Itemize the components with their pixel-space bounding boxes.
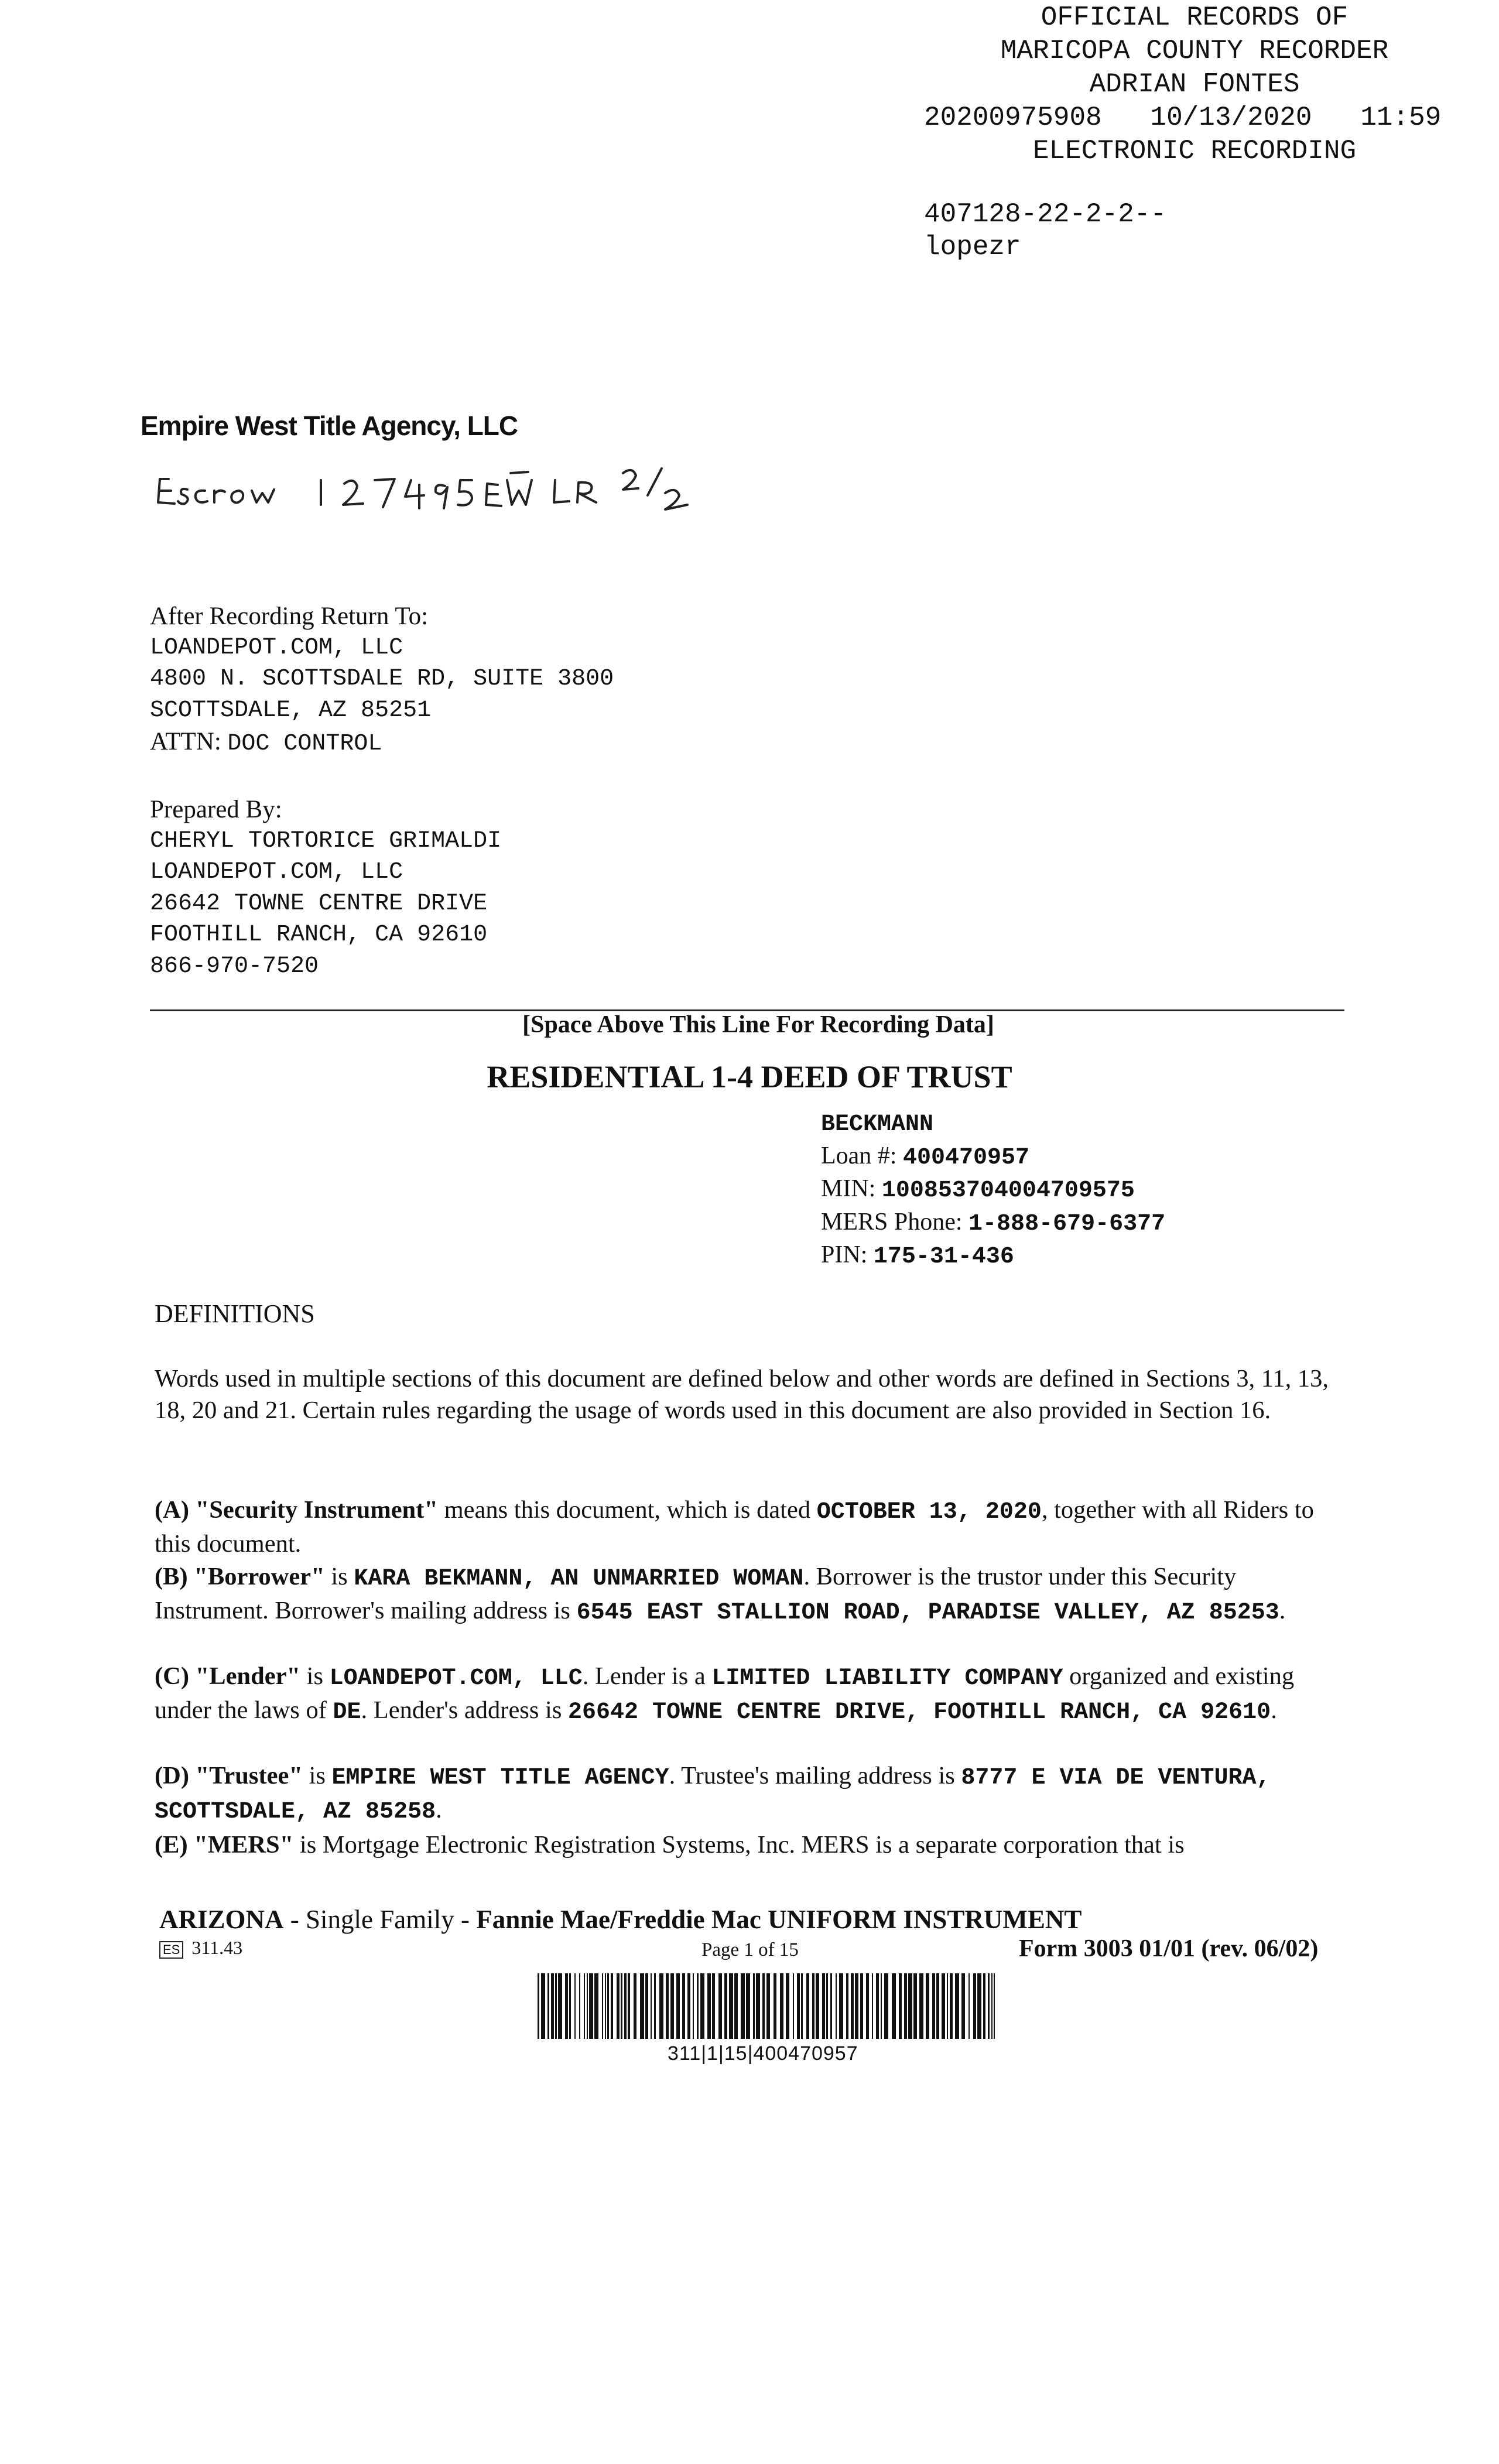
recorder-line-5: ELECTRONIC RECORDING: [1032, 136, 1357, 166]
barcode-bar: [645, 1973, 648, 2039]
recorder-line-3: ADRIAN FONTES: [1089, 69, 1300, 100]
definition-a-label: (A) "Security Instrument": [155, 1496, 438, 1524]
barcode-bar: [579, 1973, 580, 2039]
barcode-bar: [587, 1973, 588, 2039]
barcode-bar: [741, 1973, 745, 2039]
barcode-bar: [670, 1973, 674, 2039]
barcode-bar: [846, 1973, 848, 2039]
prepared-by-block: [150, 794, 501, 982]
barcode-bar: [574, 1973, 576, 2039]
barcode-bar: [904, 1973, 907, 2039]
return-to-name: LOANDEPOT.COM, LLC: [150, 634, 403, 661]
footer-code-number: 311.43: [191, 1937, 243, 1958]
lender-entity-type: LIMITED LIABILITY COMPANY: [711, 1665, 1063, 1692]
barcode-bar: [860, 1973, 863, 2039]
footer-family: - Single Family -: [283, 1905, 477, 1934]
recorder-code: 407128-22-2-2--: [924, 199, 1167, 230]
lender-name: LOANDEPOT.COM, LLC: [329, 1665, 583, 1692]
definition-b-label: (B) "Borrower": [155, 1563, 325, 1590]
definition-d-text-3: .: [436, 1795, 442, 1823]
barcode-bar: [836, 1973, 837, 2039]
barcode-bar: [872, 1973, 873, 2039]
recorder-line-1: OFFICIAL RECORDS OF: [1041, 2, 1349, 33]
barcode-bar: [617, 1973, 620, 2039]
barcode-bar: [774, 1973, 776, 2039]
barcode-bar: [988, 1973, 990, 2039]
definition-e-label: (E) "MERS": [155, 1831, 294, 1859]
barcode-bar: [816, 1973, 819, 2039]
barcode-bar: [538, 1973, 539, 2039]
barcode-bar: [558, 1973, 562, 2039]
form-vendor-badge: ES: [159, 1941, 183, 1959]
barcode-bar: [866, 1973, 869, 2039]
prepared-by-city: FOOTHILL RANCH, CA 92610: [150, 922, 488, 948]
definition-d-label: (D) "Trustee": [155, 1762, 303, 1789]
return-to-street: 4800 N. SCOTTSDALE RD, SUITE 3800: [150, 666, 614, 692]
barcode-bar: [919, 1973, 923, 2039]
barcode-bar: [676, 1973, 680, 2039]
barcode-bar: [793, 1973, 794, 2039]
definitions-intro: Words used in multiple sections of this document are defined below and other words are defined in Sections 3, 11, 13, 18, 20 and 21. Certain rules regarding the usage of words used in this document are also provided in Section 16.: [155, 1365, 1329, 1424]
barcode-bar: [994, 1973, 995, 2039]
definition-d: [155, 1760, 1349, 1828]
barcode-bar: [968, 1973, 970, 2039]
barcode-bar: [594, 1973, 598, 2039]
recorder-line-2: MARICOPA COUNTY RECORDER: [1000, 36, 1389, 66]
borrower-address: 6545 EAST STALLION ROAD, PARADISE VALLEY, AZ 85253: [576, 1599, 1279, 1626]
barcode-bar: [756, 1973, 760, 2039]
barcode-bar: [932, 1973, 935, 2039]
barcode-bar: [718, 1973, 722, 2039]
barcode-bar: [651, 1973, 652, 2039]
definition-c-text-5: .: [1271, 1696, 1277, 1724]
barcode-bar: [955, 1973, 959, 2039]
definition-b-text-1: is: [324, 1563, 354, 1590]
footer-state: ARIZONA: [159, 1905, 284, 1934]
barcode-bar: [707, 1973, 711, 2039]
barcode-bar: [693, 1973, 694, 2039]
barcode-bar: [687, 1973, 690, 2039]
pin-number: 175-31-436: [873, 1244, 1014, 1270]
barcode-bar: [830, 1973, 832, 2039]
definition-b-text-2: . Borrower is the trustor under this Security Instrument. Borrower's mailing address is: [155, 1563, 1237, 1624]
barcode-bar: [634, 1973, 636, 2039]
min-label: MIN:: [821, 1175, 876, 1202]
loan-info-block: [821, 1109, 1165, 1273]
definition-e-text-1: is Mortgage Electronic Registration Systems, Inc. MERS is a separate corporation that is: [293, 1831, 1185, 1859]
barcode-bar: [605, 1973, 606, 2039]
footer-instrument: Fannie Mae/Freddie Mac UNIFORM INSTRUMENT: [476, 1905, 1082, 1934]
loan-number: 400470957: [902, 1144, 1030, 1171]
barcode-bar: [654, 1973, 656, 2039]
barcode-bar: [950, 1973, 953, 2039]
barcode-bar: [729, 1973, 733, 2039]
barcode-bar: [797, 1973, 800, 2039]
barcode-bar: [913, 1973, 917, 2039]
barcode-bar: [541, 1973, 545, 2039]
definition-b-text-3: .: [1279, 1596, 1286, 1624]
definition-c-text-4: . Lender's address is: [361, 1696, 568, 1724]
barcode-bar: [942, 1973, 945, 2039]
barcode-bar: [611, 1973, 613, 2039]
barcode-bar: [884, 1973, 888, 2039]
barcode-bar: [547, 1973, 549, 2039]
trustee-name: EMPIRE WEST TITLE AGENCY: [331, 1765, 669, 1791]
borrower-surname: BECKMANN: [821, 1111, 934, 1138]
prepared-by-label: Prepared By:: [150, 796, 282, 823]
trustee-address: 8777 E VIA DE VENTURA, SCOTTSDALE, AZ 85258: [155, 1765, 1271, 1825]
return-to-block: [150, 601, 614, 760]
definitions-heading: DEFINITIONS: [155, 1299, 315, 1328]
barcode-bar: [839, 1973, 843, 2039]
form-number: Form 3003 01/01 (rev. 06/02): [1019, 1935, 1319, 1962]
barcode-bar: [801, 1973, 803, 2039]
definition-a: [155, 1494, 1349, 1559]
barcode-bar: [806, 1973, 809, 2039]
barcode-bar: [926, 1973, 929, 2039]
barcode-bar: [786, 1973, 789, 2039]
return-to-city: SCOTTSDALE, AZ 85251: [150, 697, 432, 724]
definition-d-text-1: is: [302, 1762, 332, 1789]
borrower-name: KARA BEKMANN, AN UNMARRIED WOMAN: [354, 1566, 804, 1592]
definition-a-text-1: means this document, which is dated: [437, 1496, 817, 1524]
definition-c: [155, 1661, 1349, 1728]
barcode-bar: [855, 1973, 858, 2039]
document-title: RESIDENTIAL 1-4 DEED OF TRUST: [487, 1059, 1012, 1094]
barcode-bar: [991, 1973, 993, 2039]
barcode-bar: [908, 1973, 912, 2039]
recorder-user: lopezr: [924, 232, 1021, 262]
barcode-bar: [876, 1973, 879, 2039]
prepared-by-street: 26642 TOWNE CENTRE DRIVE: [150, 890, 488, 917]
return-to-attn-label: ATTN:: [150, 728, 221, 755]
footer-code: [159, 1937, 242, 1959]
barcode-bar: [589, 1973, 593, 2039]
mers-phone: 1-888-679-6377: [968, 1210, 1166, 1237]
loan-number-label: Loan #:: [821, 1142, 897, 1169]
definition-c-text-2: . Lender is a: [582, 1662, 712, 1690]
definition-d-text-2: . Trustee's mailing address is: [669, 1762, 961, 1789]
barcode-bar: [602, 1973, 603, 2039]
barcode-bar: [666, 1973, 669, 2039]
barcode-bar: [851, 1973, 854, 2039]
barcode-bar: [961, 1973, 965, 2039]
barcode-bar: [569, 1973, 571, 2039]
prepared-by-company: LOANDEPOT.COM, LLC: [150, 859, 403, 885]
barcode-bar: [826, 1973, 828, 2039]
barcode-bar: [628, 1973, 630, 2039]
barcode-bar: [555, 1973, 557, 2039]
security-instrument-date: OCTOBER 13, 2020: [816, 1499, 1042, 1525]
barcode-bar: [565, 1973, 568, 2039]
barcode-bar: [607, 1973, 609, 2039]
barcode-bar: [881, 1973, 882, 2039]
barcode-bar: [936, 1973, 939, 2039]
barcode-bar: [899, 1973, 902, 2039]
definition-c-text-1: is: [300, 1662, 330, 1690]
mers-phone-label: MERS Phone:: [821, 1208, 963, 1236]
barcode-bar: [753, 1973, 755, 2039]
barcode-bar: [947, 1973, 948, 2039]
barcode-bar: [682, 1973, 685, 2039]
definition-b: [155, 1561, 1349, 1628]
pin-label: PIN:: [821, 1241, 868, 1268]
recorder-stamp: [913, 1, 1476, 168]
barcode-bar: [746, 1973, 750, 2039]
lender-state: DE: [333, 1699, 361, 1726]
recorder-line-4: 20200975908 10/13/2020 11:59: [924, 102, 1442, 133]
barcode-bar: [822, 1973, 825, 2039]
barcode-bar: [780, 1973, 783, 2039]
barcode-bar: [734, 1973, 738, 2039]
space-above-note: [Space Above This Line For Recording Data]: [522, 1011, 994, 1038]
definition-a-text-2: , together with all Riders to this document.: [155, 1496, 1314, 1558]
barcode-bar: [621, 1973, 622, 2039]
barcode-bar: [697, 1973, 699, 2039]
barcode-bar: [724, 1973, 727, 2039]
page-number: Page 1 of 15: [701, 1939, 799, 1960]
definition-c-label: (C) "Lender": [155, 1662, 301, 1690]
barcode-bar: [640, 1973, 644, 2039]
barcode-bar: [700, 1973, 704, 2039]
barcode-bar: [659, 1973, 663, 2039]
definition-e: [155, 1829, 1349, 1861]
lender-address: 26642 TOWNE CENTRE DRIVE, FOOTHILL RANCH, CA 92610: [567, 1699, 1271, 1726]
barcode-bar: [624, 1973, 627, 2039]
return-to-label: After Recording Return To:: [150, 603, 429, 630]
barcode-text: 311|1|15|400470957: [668, 2042, 858, 2065]
barcode-bar: [973, 1973, 976, 2039]
barcode-bar: [712, 1973, 715, 2039]
barcode-bar: [977, 1973, 981, 2039]
barcode-bar: [551, 1973, 554, 2039]
barcode-bar: [983, 1973, 985, 2039]
barcode-bar: [766, 1973, 770, 2039]
min-number: 100853704004709575: [881, 1178, 1135, 1204]
agency-name: Empire West Title Agency, LLC: [141, 410, 518, 441]
prepared-by-person: CHERYL TORTORICE GRIMALDI: [150, 827, 502, 854]
footer-instrument-title: [159, 1904, 1082, 1935]
definition-c-text-3: organized and existing under the laws of: [155, 1662, 1295, 1724]
barcode-bar: [762, 1973, 765, 2039]
recorder-id-block: [924, 198, 1166, 263]
prepared-by-phone: 866-970-7520: [150, 953, 319, 980]
return-to-attn-value: DOC CONTROL: [227, 731, 382, 757]
barcode-bar: [812, 1973, 814, 2039]
document-barcode: [538, 1973, 997, 2039]
barcode-bar: [584, 1973, 585, 2039]
barcode-bar: [892, 1973, 896, 2039]
handwritten-escrow-note: [151, 444, 737, 520]
